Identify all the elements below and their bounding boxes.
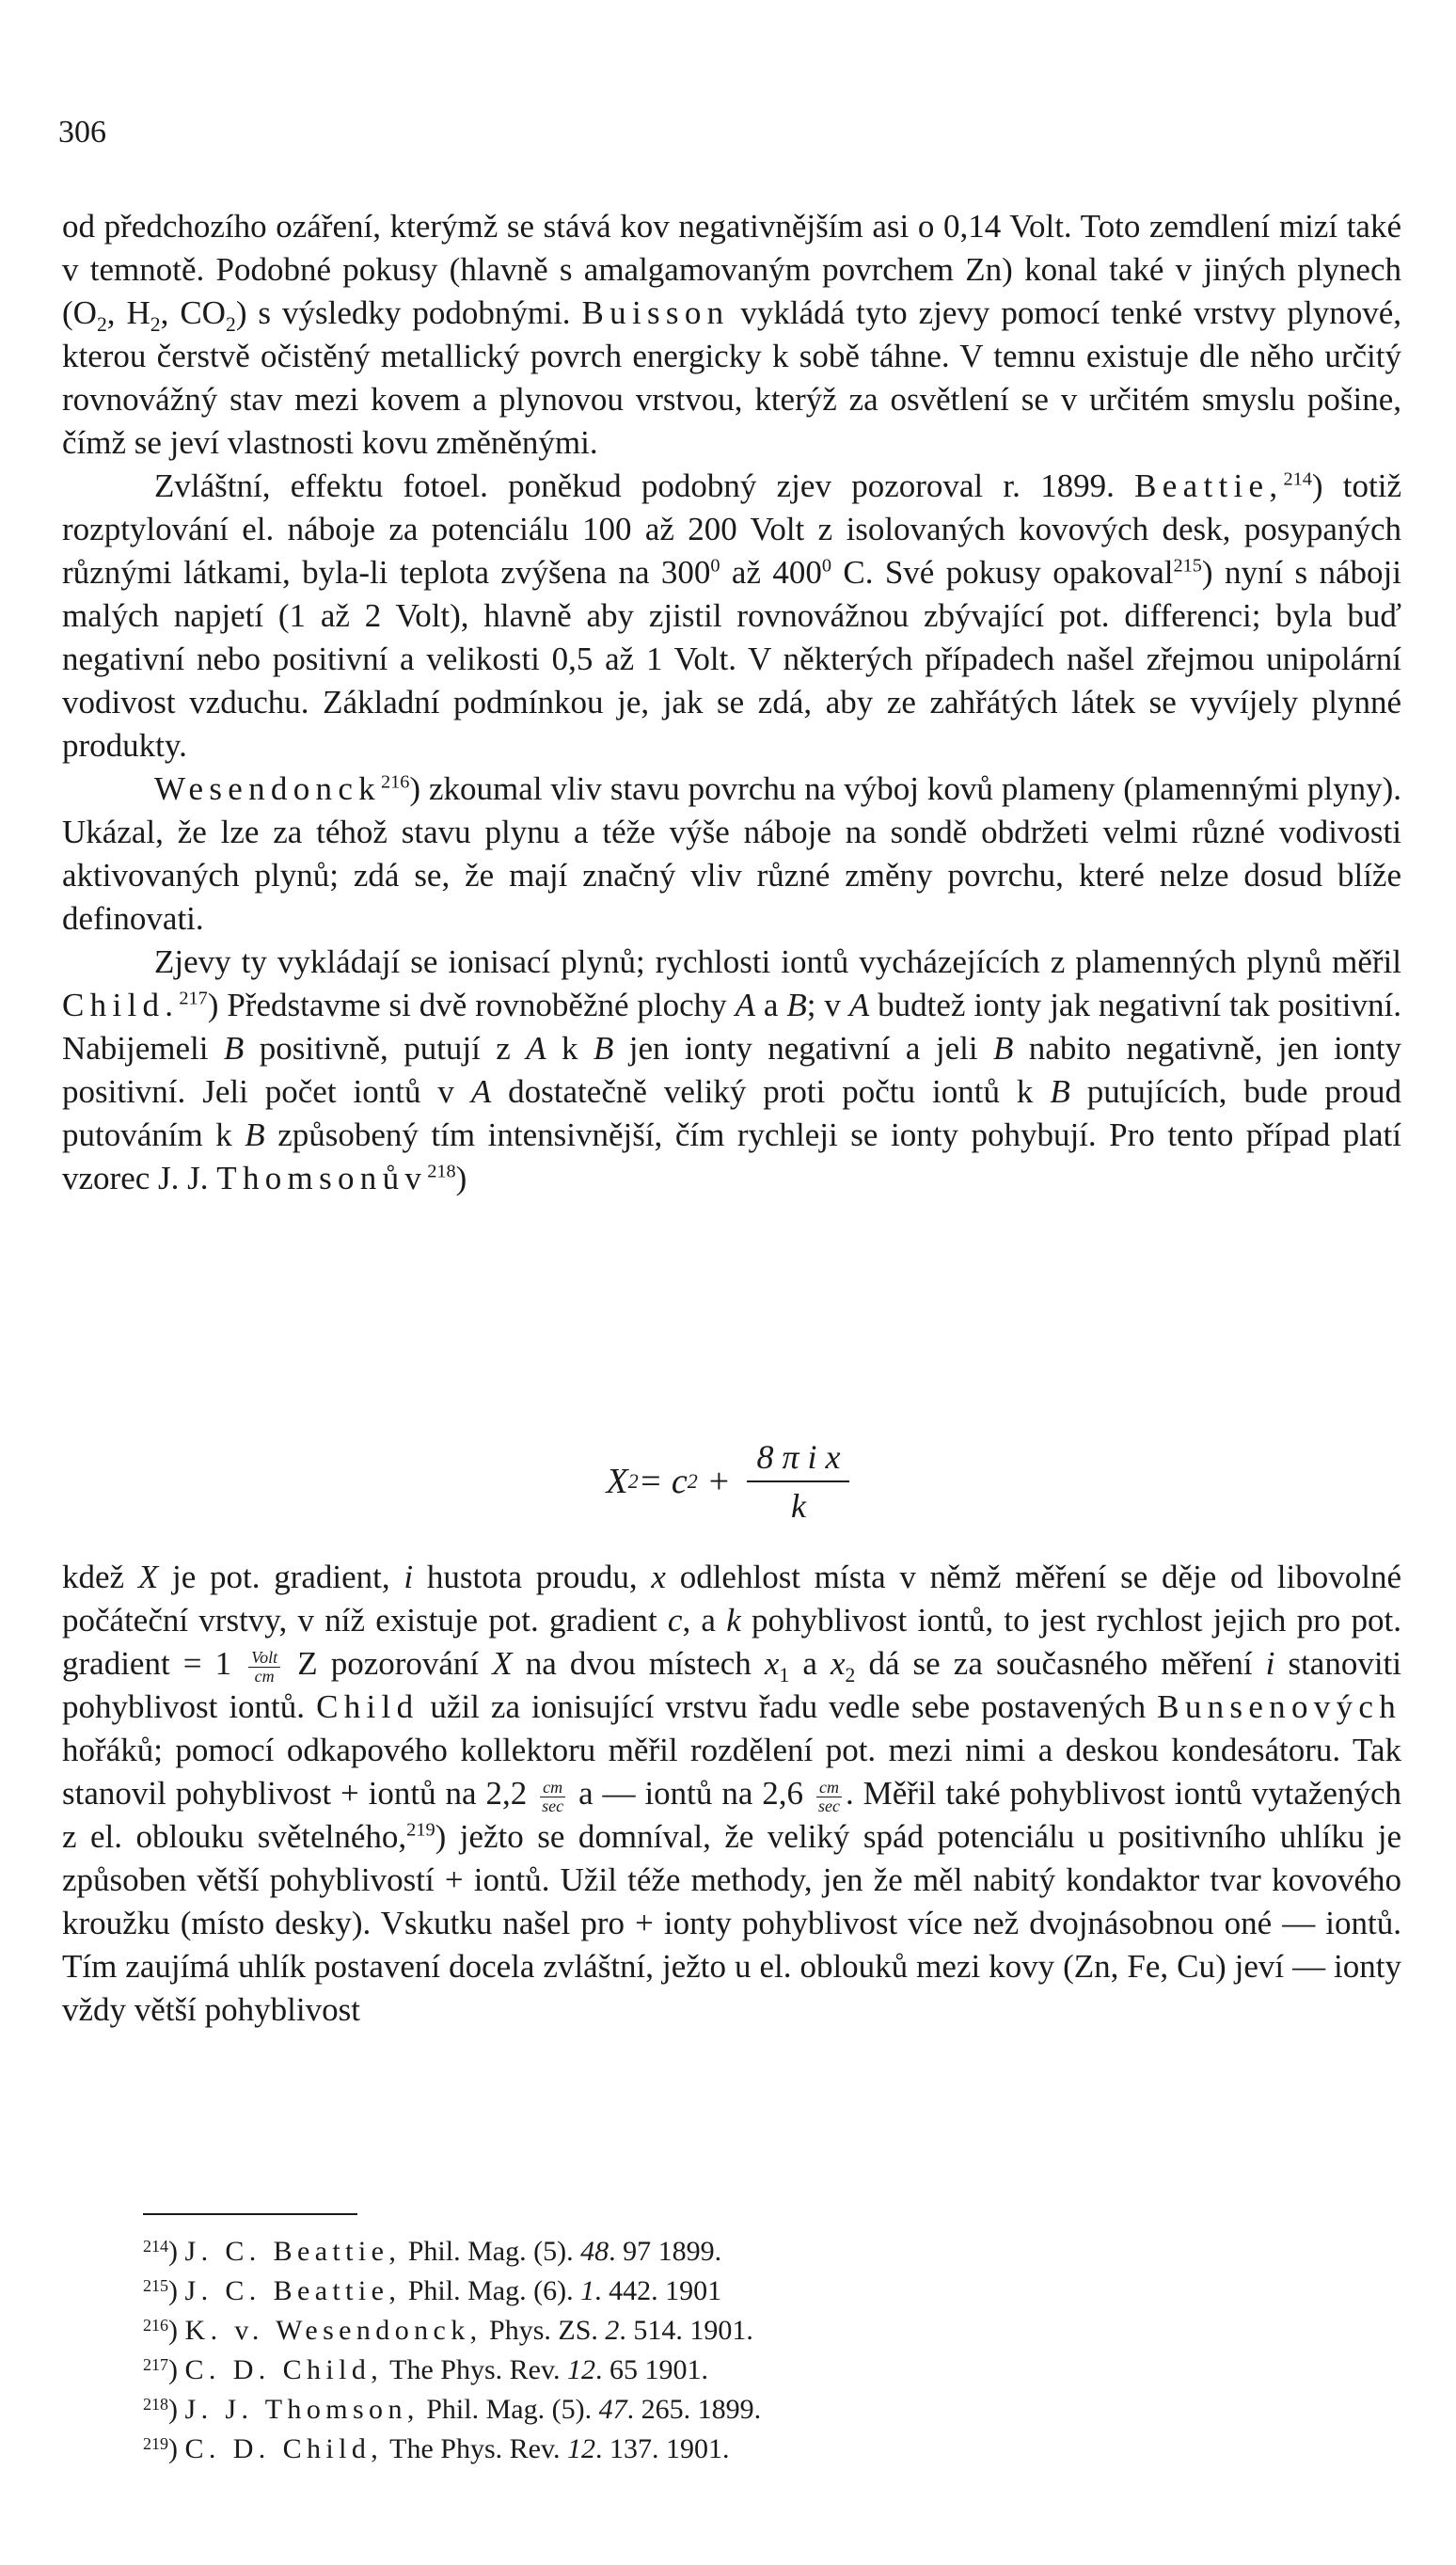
- footnote: $^{214}$) J. C. Beattie, Phil. Mag. (5). 48. 97 1899.: [143, 2236, 722, 2267]
- footnote: $^{218}$) J. J. Thomson, Phil. Mag. (5). 47. 265. 1899.: [143, 2394, 762, 2425]
- author-name: Child: [316, 1688, 419, 1725]
- footnotes: [143, 2229, 761, 2466]
- paragraph-3: Wesendonck$^{216}$) zkoumal vliv stavu povrchu na výboj kovů plameny (plamennými plyny). Ukázal, že lze za téhož stavu plynu a téže výše náboje na sondě obdržeti velmi různé vodivosti aktivovaných plynů; zdá se, že mají značný vliv různé změny povrchu, které nelze dosud blíže definovati.: [62, 770, 1401, 937]
- author-name: Child.: [62, 987, 180, 1023]
- unit-fraction: Volt cm: [248, 1649, 280, 1685]
- paragraph-5: kdež X je pot. gradient, i hustota proudu, x odlehlost místa v němž měření se děje od libovolné počáteční vrstvy, v níž existuje pot. gradient c, a k pohyblivost iontů, to jest rychlost jejich pro pot. gradient = 1 Volt cm Z pozorování X na dvou místech $x_1$ a $x_2$ dá se za současného měření i stanoviti pohyblivost iontů. Child užil za ionisující vrstvu řadu vedle sebe postavených Bunsenových hořáků; pomocí odkapového kollektoru měřil rozdělení pot. mezi nimi a deskou kondesátoru. Tak stanovil pohyblivost + iontů na 2,2 cm sec a — iontů na 2,6 cm sec . Měřil také pohyblivost iontů vytažených z el. oblouku světelného,$^{219}$) ježto se domníval, že veliký spád potenciálu u positivního uhlíku je způsoben větší pohyblivostí + iontů. Užil téže methody, jen že měl nabitý kondaktor tvar kovového kroužku (místo desky). Vskutku našel pro + ionty pohyblivost více než dvojnásobnou oné — iontů. Tím zaujímá uhlík postavení docela zvláštní, ježto u el. oblouků mezi kovy (Zn, Fe, Cu) jeví — ionty vždy větší pohyblivost: [62, 1559, 1402, 2028]
- footnote-ref: 215: [1173, 555, 1202, 577]
- footnote: $^{215}$) J. C. Beattie, Phil. Mag. (6). 1. 442. 1901: [143, 2275, 722, 2306]
- footnote-ref: 214: [1283, 468, 1312, 490]
- unit-fraction: cm sec: [816, 1779, 842, 1814]
- formula-fraction: $\frac{\text{8 π i x}}{k}$: [747, 1437, 849, 1526]
- footnote: $^{219}$) C. D. Child, The Phys. Rev. 12. 137. 1901.: [143, 2433, 730, 2464]
- author-name: Bunsenových: [1157, 1688, 1402, 1725]
- page-number: 306: [58, 115, 106, 150]
- paragraph-1: od předchozího ozáření, kterýmž se stává kov negativnějším asi o 0,14 Volt. Toto zemdlení mizí také v temnotě. Podobné pokusy (hlavně s amalgamovaným povrchem Zn) konal také v jiných plynech ($O_2$, $H_2$, $CO_2$) s výsledky podobnými. Buisson vykládá tyto zjevy pomocí tenké vrstvy plynové, kterou čerstvě očistěný metallický povrch energicky k sobě táhne. V temnu existuje dle něho určitý rovnovážný stav mezi kovem a plynovou vrstvou, kterýž za osvětlení se v určitém smyslu pošine, čímž se jeví vlastnosti kovu změněnými.: [62, 208, 1402, 461]
- body-text-lower: [62, 1556, 1401, 2032]
- author-name: Beattie,: [1134, 467, 1284, 504]
- thomson-formula: X 2 = c 2 + $\frac{\text{8 π i x}}{k}$: [0, 1430, 1456, 1533]
- author-name: Wesendonck: [154, 770, 381, 807]
- footnote-ref: 219: [406, 1819, 435, 1841]
- unit-fraction: cm sec: [540, 1779, 565, 1814]
- body-text-upper: [62, 205, 1401, 1200]
- paragraph-2: Zvláštní, effektu fotoel. poněkud podobný zjev pozoroval r. 1899. Beattie,$^{214}$) totiž rozptylování el. náboje za potenciálu 100 až 200 Volt z isolovaných kovových desk, posypaných různými látkami, byla-li teplota zvýšena na $300^0$ až $400^0$ C. Své pokusy opakoval$^{215}$) nyní s náboji malých napjetí (1 až 2 Volt), hlavně aby zjistil rovnovážnou zbývající pot. differenci; byla buď negativní nebo positivní a velikosti 0,5 až 1 Volt. V některých případech našel zřejmou unipolární vodivost vzduchu. Základní podmínkou je, jak se zdá, aby ze zahřátých látek se vyvíjely plynné produkty.: [62, 467, 1402, 764]
- footnote: $^{217}$) C. D. Child, The Phys. Rev. 12. 65 1901.: [143, 2354, 708, 2385]
- footnote-divider: [143, 2213, 357, 2215]
- footnote-ref: 217: [179, 988, 208, 1009]
- author-name: Buisson: [581, 294, 730, 331]
- footnote-ref: 218: [427, 1161, 456, 1182]
- footnote-ref: 216: [380, 771, 410, 793]
- paragraph-4: Zjevy ty vykládají se ionisací plynů; rychlosti iontů vycházejících z plamenných plynů měřil Child.$^{217}$) Představme si dvě rovnoběžné plochy A a B; v A budtež ionty jak negativní tak positivní. Nabijemeli B positivně, putují z A k B jen ionty negativní a jeli B nabito negativně, jen ionty positivní. Jeli počet iontů v A dostatečně veliký proti počtu iontů k B putujících, bude proud putováním k B způsobený tím intensivnější, čím rychleji se ionty pohybují. Pro tento případ platí vzorec J. J. Thomsonův$^{218}$): [62, 943, 1401, 1196]
- author-name: Thomsonův: [216, 1160, 428, 1196]
- footnote: $^{216}$) K. v. Wesendonck, Phys. ZS. 2. 514. 1901.: [143, 2315, 753, 2346]
